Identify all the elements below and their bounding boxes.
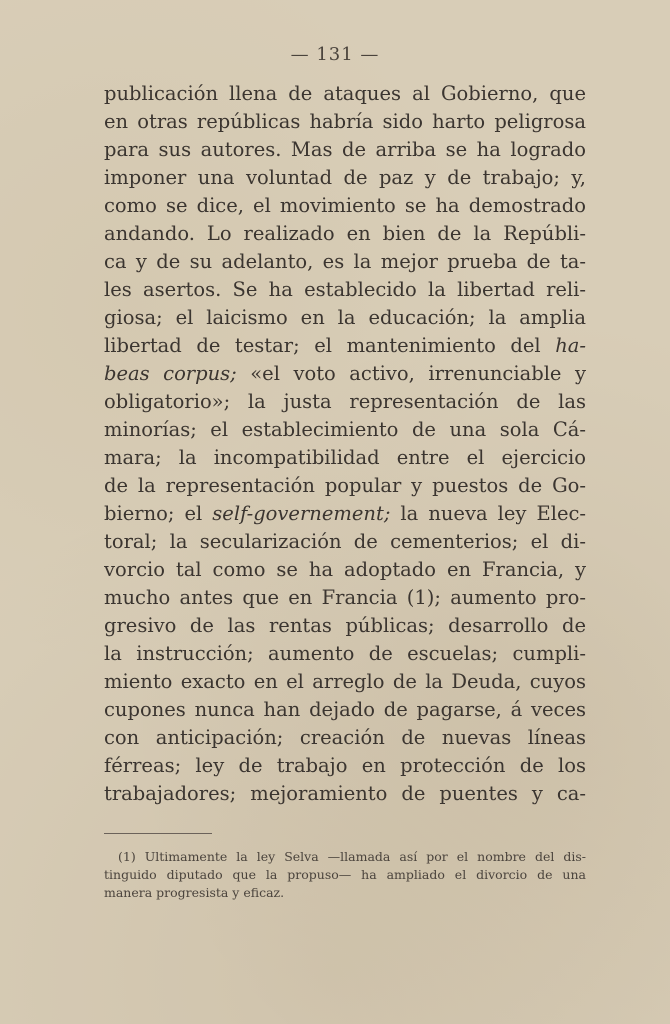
text-line: férreas; ley de trabajo en protección de los bbox=[104, 754, 586, 777]
text-line: mucho antes que en Francia (1); aumento pro- bbox=[104, 586, 586, 609]
text-line bbox=[104, 332, 586, 360]
footnote-divider bbox=[104, 833, 212, 834]
text-line: gresivo de las rentas públicas; desarrollo de bbox=[104, 614, 586, 637]
italic-segment: ha- bbox=[555, 334, 586, 357]
footnote-line: tinguido diputado que la propuso— ha ampliado el divorcio de una bbox=[104, 867, 586, 882]
text-line: en otras repúblicas habría sido harto peligrosa bbox=[104, 110, 586, 133]
text-line: obligatorio»; la justa representación de las bbox=[104, 390, 586, 413]
text-line: andando. Lo realizado en bien de la Repúbli- bbox=[104, 222, 586, 245]
text-line: publicación llena de ataques al Gobierno, que bbox=[104, 82, 586, 105]
text-line: trabajadores; mejoramiento de puentes y ca- bbox=[104, 782, 586, 805]
text-line: mara; la incompatibilidad entre el ejercicio bbox=[104, 446, 586, 469]
text-segment: libertad de testar; el mantenimiento del bbox=[104, 334, 556, 357]
text-line: miento exacto en el arreglo de la Deuda, cuyos bbox=[104, 670, 586, 693]
footnote bbox=[104, 848, 586, 902]
text-line: giosa; el laicismo en la educación; la amplia bbox=[104, 306, 586, 329]
text-line: vorcio tal como se ha adoptado en Francia, y bbox=[104, 558, 586, 581]
text-line: la instrucción; aumento de escuelas; cumpli- bbox=[104, 642, 586, 665]
text-line: con anticipación; creación de nuevas líneas bbox=[104, 726, 586, 749]
text-segment: bierno; el bbox=[104, 502, 213, 525]
text-line: como se dice, el movimiento se ha demostrado bbox=[104, 194, 586, 217]
page-number: — 131 — bbox=[290, 44, 380, 65]
text-line: les asertos. Se ha establecido la libertad reli- bbox=[104, 278, 586, 301]
text-line bbox=[104, 360, 586, 388]
text-line: toral; la secularización de cementerios; el di- bbox=[104, 530, 586, 553]
text-segment: «el voto activo, irrenunciable y bbox=[236, 362, 586, 385]
footnote-line: (1) Ultimamente la ley Selva —llamada así por el nombre del dis- bbox=[118, 849, 586, 864]
text-line: minorías; el establecimiento de una sola Cá- bbox=[104, 418, 586, 441]
text-line bbox=[104, 500, 586, 528]
italic-segment: beas corpus; bbox=[104, 362, 237, 385]
text-line: cupones nunca han dejado de pagarse, á veces bbox=[104, 698, 586, 721]
text-line: ca y de su adelanto, es la mejor prueba de ta- bbox=[104, 250, 586, 273]
footnote-line: manera progresista y eficaz. bbox=[104, 885, 285, 900]
text-line: de la representación popular y puestos de Go- bbox=[104, 474, 586, 497]
text-line: para sus autores. Mas de arriba se ha logrado bbox=[104, 138, 586, 161]
text-segment: la nueva ley Elec- bbox=[390, 502, 586, 525]
italic-segment: self-governement; bbox=[212, 502, 391, 525]
body-text bbox=[104, 80, 586, 808]
text-line: imponer una voluntad de paz y de trabajo; y, bbox=[104, 166, 586, 189]
